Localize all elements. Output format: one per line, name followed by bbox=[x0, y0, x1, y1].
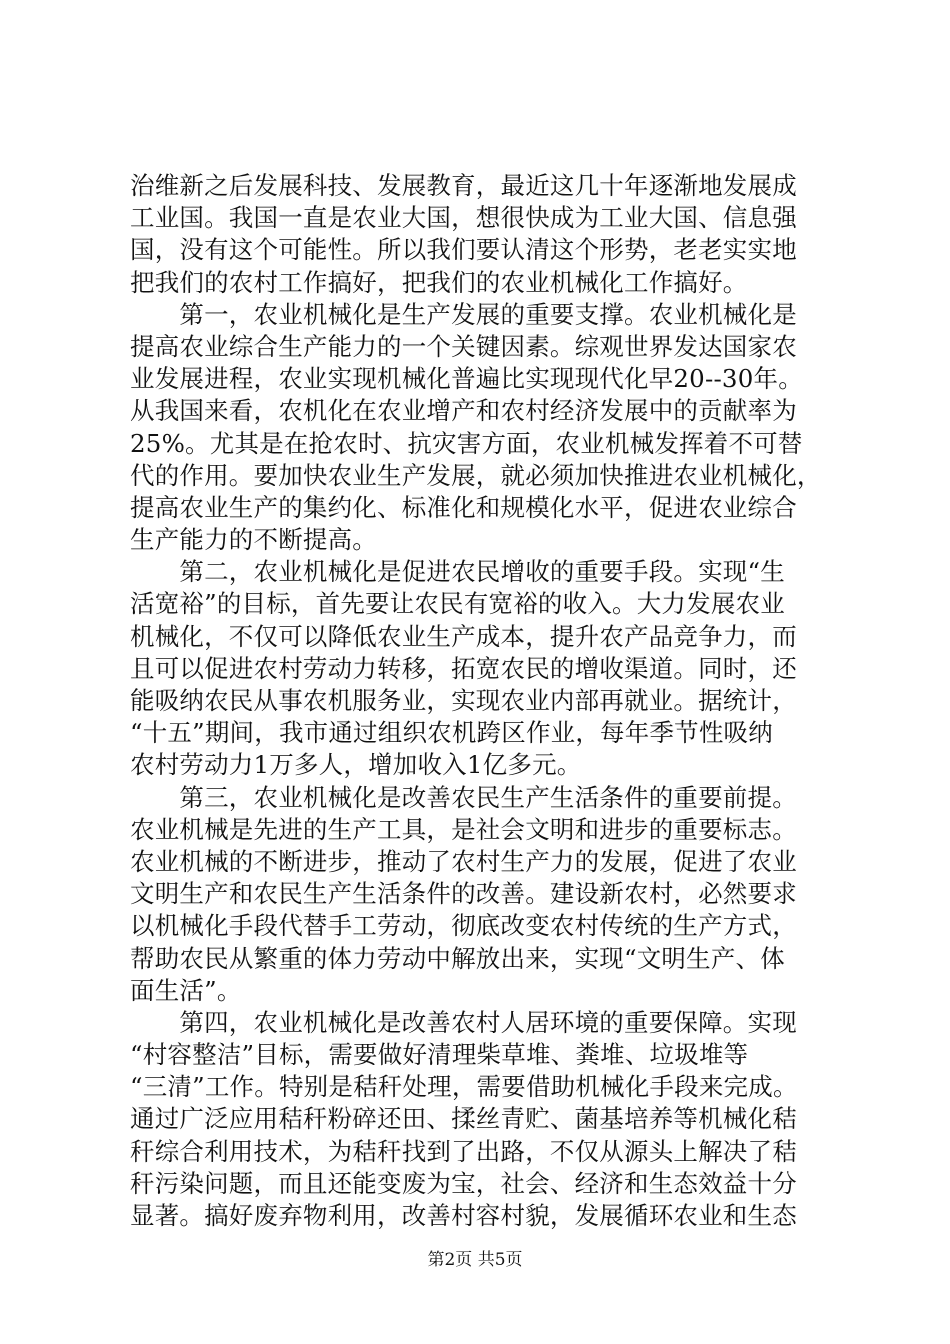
text-line: 秆污染问题，而且还能变废为宝，社会、经济和生态效益十分 bbox=[130, 1168, 797, 1198]
text-line: 提高农业综合生产能力的一个关键因素。综观世界发达国家农 bbox=[130, 331, 797, 361]
text-line: 能吸纳农民从事农机服务业，实现农业内部再就业。据统计， bbox=[130, 686, 797, 715]
text-line: 面生活”。 bbox=[130, 975, 242, 1005]
text-line: “村容整洁”目标，需要做好清理柴草堆、粪堆、垃圾堆等 bbox=[130, 1040, 749, 1070]
text-line: 第一，农业机械化是生产发展的重要支撑。农业机械化是 bbox=[130, 299, 797, 329]
text-line: 治维新之后发展科技、发展教育，最近这几十年逐渐地发展成 bbox=[130, 171, 797, 200]
text-line: “十五”期间，我市通过组织农机跨区作业，每年季节性吸纳 bbox=[130, 718, 773, 748]
text-line: 农村劳动力1万多人，增加收入1亿多元。 bbox=[130, 750, 582, 780]
text-line: 秆综合利用技术，为秸秆找到了出路，不仅从源头上解决了秸 bbox=[130, 1136, 797, 1166]
text-line: 25%。尤其是在抢农时、抗灾害方面，农业机械发挥着不可替 bbox=[130, 428, 803, 458]
text-line: 从我国来看，农机化在农业增产和农村经济发展中的贡献率为 bbox=[130, 396, 797, 426]
text-line: 第二，农业机械化是促进农民增收的重要手段。实现“生 bbox=[130, 557, 785, 587]
text-line: 工业国。我国一直是农业大国，想很快成为工业大国、信息强 bbox=[130, 203, 797, 233]
text-line: 把我们的农村工作搞好，把我们的农业机械化工作搞好。 bbox=[130, 267, 748, 297]
text-line: 且可以促进农村劳动力转移，拓宽农民的增收渠道。同时，还 bbox=[130, 653, 797, 683]
text-line: 以机械化手段代替手工劳动，彻底改变农村传统的生产方式， bbox=[130, 911, 797, 941]
body-text bbox=[130, 170, 845, 1232]
text-line: 第四，农业机械化是改善农村人居环境的重要保障。实现 bbox=[130, 1007, 797, 1037]
page-footer: 第2页 共5页 bbox=[427, 1250, 523, 1270]
text-line: 通过广泛应用秸秆粉碎还田、揉丝青贮、菌基培养等机械化秸 bbox=[130, 1104, 797, 1134]
text-line: 农业机械是先进的生产工具，是社会文明和进步的重要标志。 bbox=[130, 814, 797, 844]
text-line: 生产能力的不断提高。 bbox=[130, 525, 377, 555]
text-line: 业发展进程，农业实现机械化普遍比实现现代化早20--30年。 bbox=[130, 364, 803, 394]
text-line: 活宽裕”的目标，首先要让农民有宽裕的收入。大力发展农业 bbox=[130, 589, 785, 619]
text-line: 机械化，不仅可以降低农业生产成本，提升农产品竞争力，而 bbox=[130, 621, 797, 651]
text-line: 国，没有这个可能性。所以我们要认清这个形势，老老实实地 bbox=[130, 235, 797, 265]
text-line: 文明生产和农民生产生活条件的改善。建设新农村，必然要求 bbox=[130, 879, 797, 909]
text-line: 帮助农民从繁重的体力劳动中解放出来，实现“文明生产、体 bbox=[130, 943, 785, 973]
text-line: 农业机械的不断进步，推动了农村生产力的发展，促进了农业 bbox=[130, 846, 797, 876]
text-line: “三清”工作。特别是秸秆处理，需要借助机械化手段来完成。 bbox=[130, 1072, 798, 1102]
text-line: 第三，农业机械化是改善农民生产生活条件的重要前提。 bbox=[130, 782, 797, 812]
text-line: 代的作用。要加快农业生产发展，就必须加快推进农业机械化， bbox=[130, 460, 822, 490]
text-line: 提高农业生产的集约化、标准化和规模化水平，促进农业综合 bbox=[130, 492, 797, 522]
text-line: 显著。搞好废弃物利用，改善村容村貌，发展循环农业和生态 bbox=[130, 1201, 797, 1230]
